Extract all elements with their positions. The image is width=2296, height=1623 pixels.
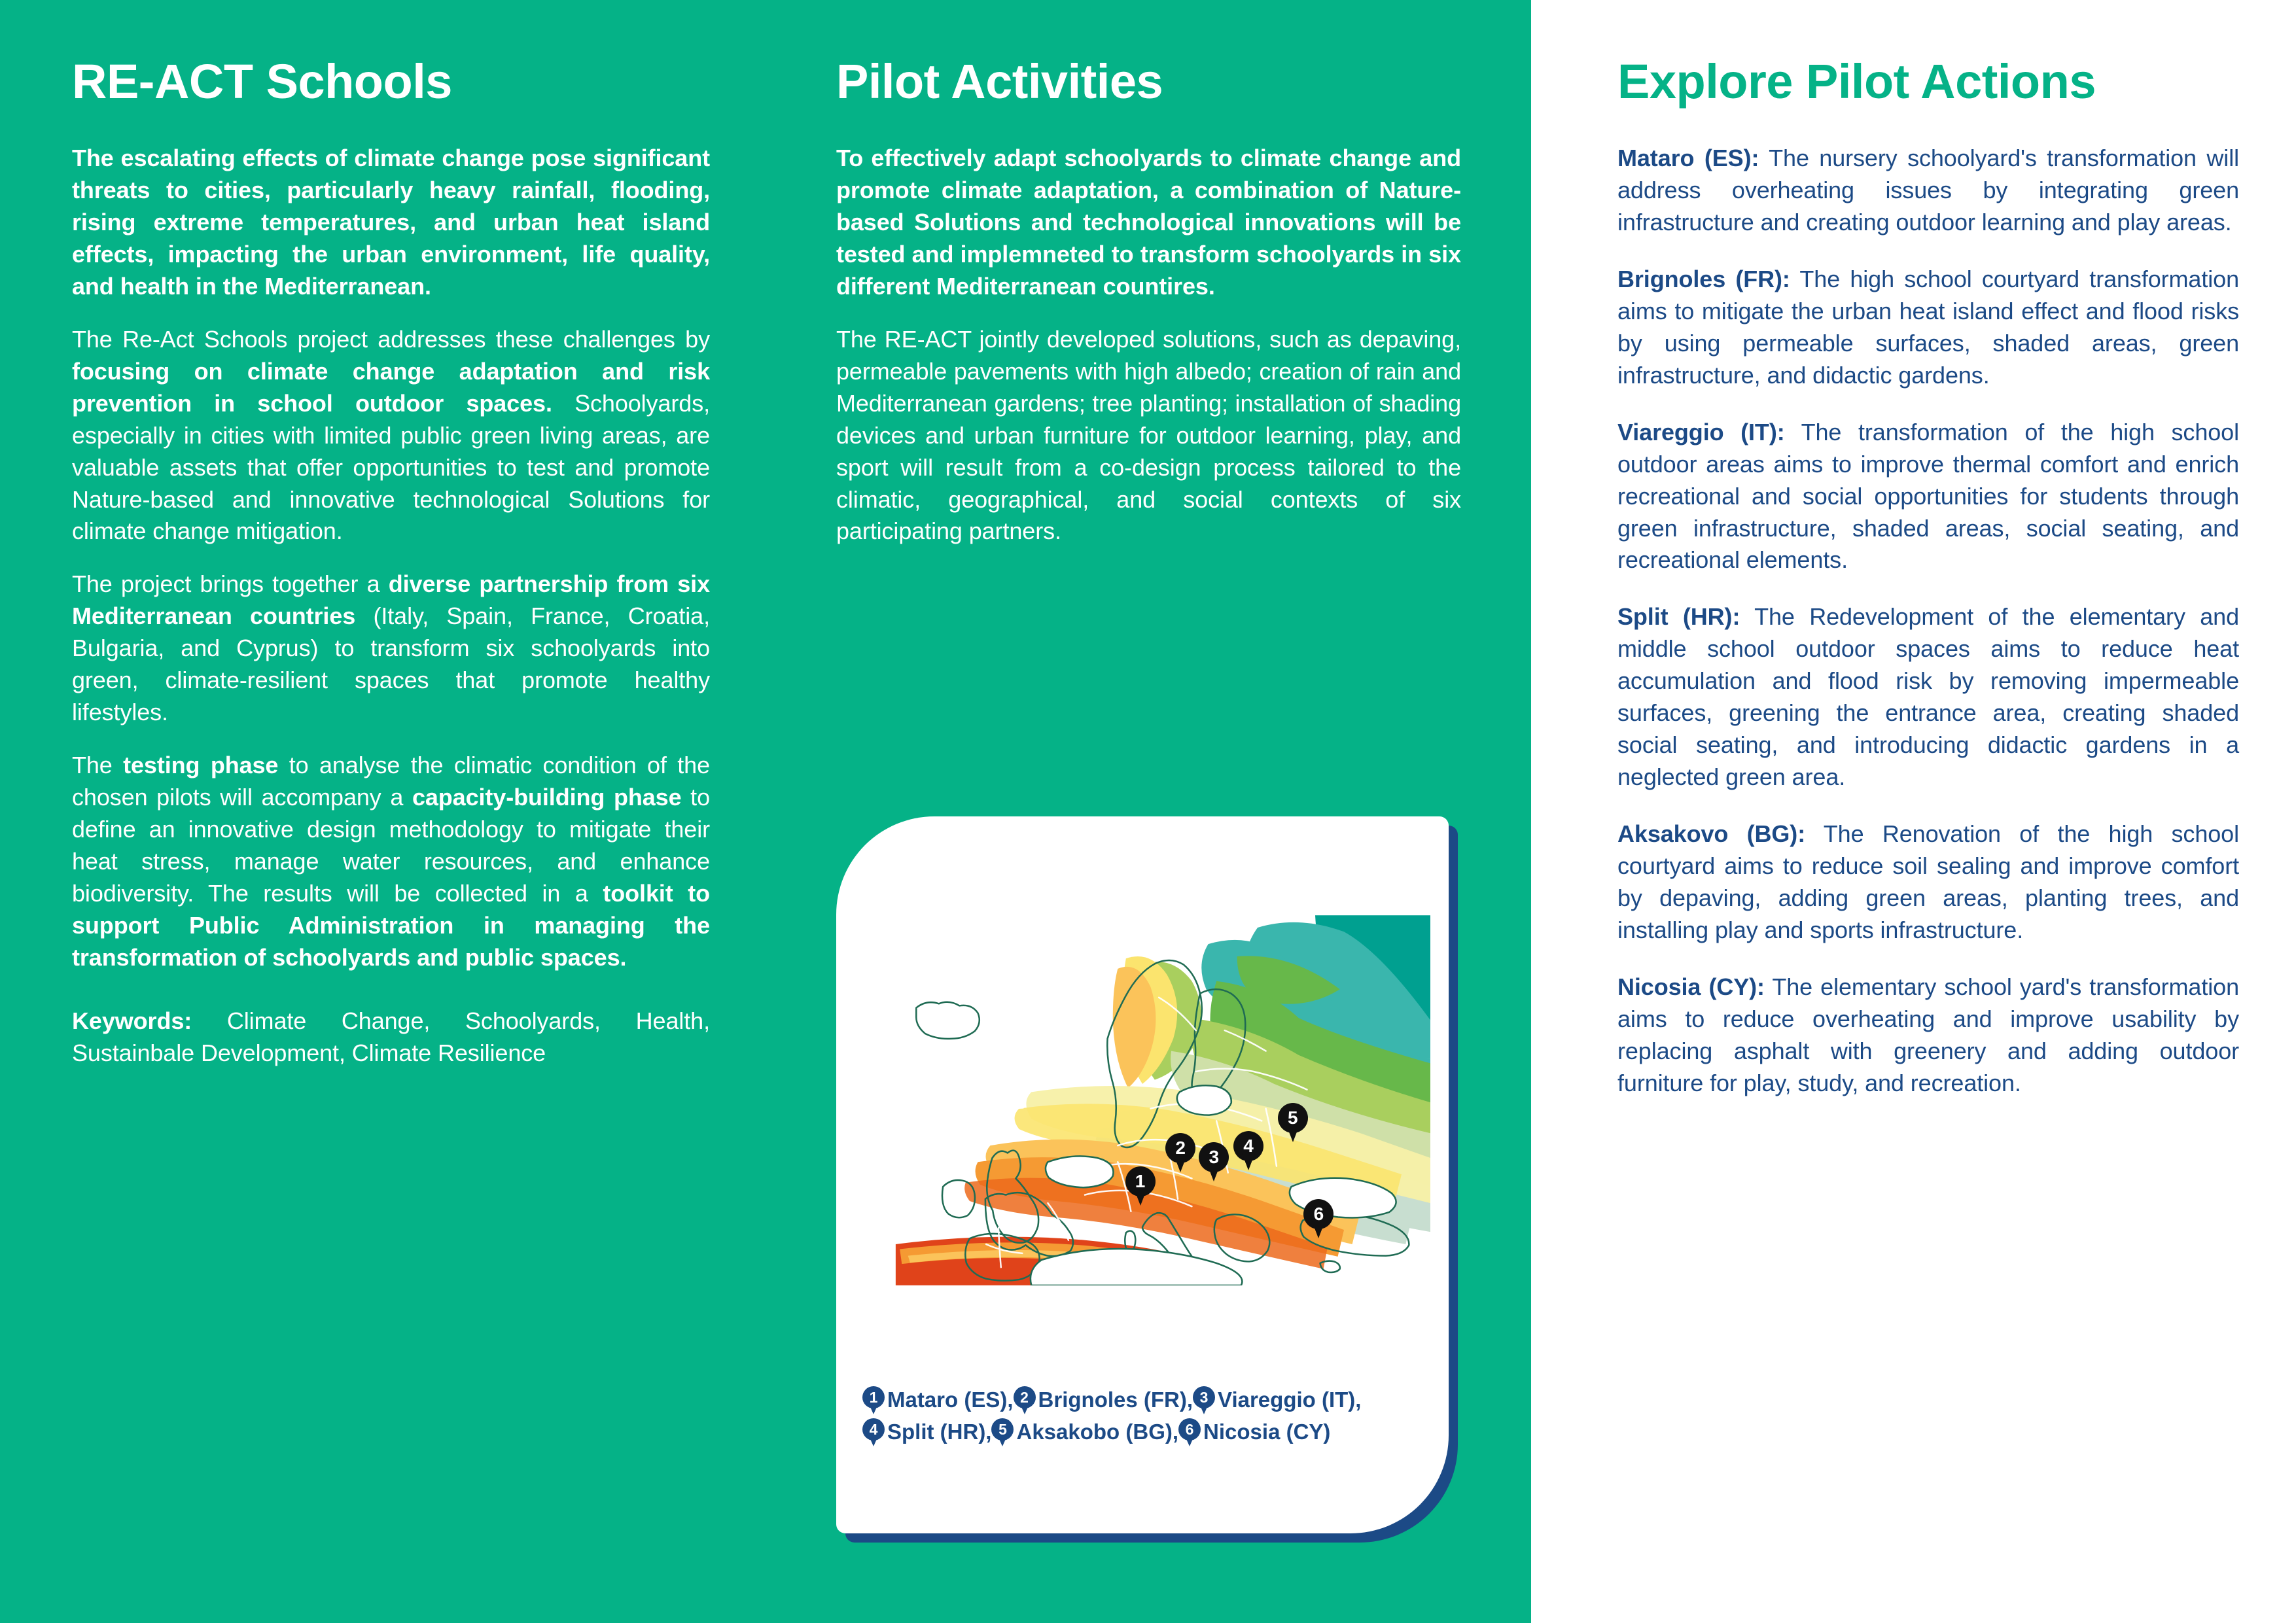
pilot-action-item-aksakovo: [1617, 818, 2239, 947]
pilot-action-item-brignoles: [1617, 264, 2239, 392]
col2-lead-paragraph: To effectively adapt schoolyards to climate change and promote climate adaptation, a combination of Nature-based Solutions and technological innovations will be tested and implemneted to transform schoolyards in six different Mediterranean countires.: [836, 145, 1461, 300]
legend-pin-icon-3: [1193, 1386, 1215, 1415]
pilot-action-text: The transformation of the high school outdoor areas aims to improve thermal comfort and enrich recreational and social opportunities for students through green infrastructure, shaded areas, social seating, and recreational elements.: [1617, 418, 2239, 574]
legend-label-4: Split (HR),: [887, 1419, 992, 1444]
pilot-action-text: The high school courtyard transformation aims to mitigate the urban heat island effect and flood risks by using permeable surfaces, shaded areas, green infrastructure, and didactic gardens.: [1617, 265, 2239, 389]
map-marker-number: 2: [1175, 1138, 1186, 1159]
pilot-action-label: Split (HR):: [1617, 603, 1740, 631]
col1-p3-part1: The project brings together a: [72, 570, 389, 598]
legend-label-5: Aksakobo (BG),: [1016, 1419, 1179, 1444]
col1-p4-part2: to analyse the climatic condition of the chosen pilots will accompany a: [72, 752, 710, 811]
legend-label-1: Mataro (ES),: [887, 1387, 1014, 1412]
col1-paragraph-2: [72, 324, 710, 548]
pilot-action-text: The elementary school yard's transformation aims to reduce overheating and improve usability by replacing asphalt with greenery and adding outdoor furniture for play, study, and recreation.: [1617, 973, 2239, 1096]
column-re-act-schools: [72, 54, 710, 1091]
pilot-action-label: Mataro (ES):: [1617, 145, 1759, 171]
map-marker-number: 6: [1313, 1204, 1324, 1225]
keywords-line: [72, 1005, 710, 1070]
map-marker-5[interactable]: [1278, 1103, 1308, 1143]
section-title-pilot-activities: Pilot Activities: [836, 54, 1163, 109]
legend-pin-icon-4: [862, 1418, 885, 1447]
legend-pin-icon-5: [991, 1418, 1014, 1447]
map-marker-number: 1: [1135, 1170, 1146, 1191]
keywords-value: Climate Change, Schoolyards, Health, Sustainbale Development, Climate Resilience: [72, 1007, 710, 1066]
col1-p2-bold1: focusing on climate change adaptation and risk prevention in school outdoor spaces.: [72, 357, 710, 417]
keywords-label: Keywords:: [72, 1007, 192, 1034]
legend-pin-icon-1: [862, 1386, 885, 1415]
pilot-action-label: Brignoles (FR):: [1617, 265, 1790, 292]
legend-pin-number: 1: [869, 1389, 878, 1406]
column-explore-pilot-actions: [1617, 54, 2239, 1125]
pilot-action-label: Nicosia (CY):: [1617, 973, 1765, 1000]
legend-pin-icon-6: [1178, 1418, 1201, 1447]
map-legend-line-1: [862, 1384, 1425, 1416]
legend-label-2: Brignoles (FR),: [1038, 1387, 1193, 1412]
col1-p4-part3: to define an innovative design methodology to mitigate their heat stress, manage water resources, and enhance biodiversity. The results will be collected in a: [72, 784, 710, 907]
col1-p3-part2: (Italy, Spain, France, Croatia, Bulgaria, and Cyprus) to transform six schoolyards into green, climate-resilient spaces that promote healthy lifestyles.: [72, 602, 710, 726]
section-title-explore-pilot-actions: Explore Pilot Actions: [1617, 54, 2096, 109]
map-card: [836, 816, 1458, 1543]
map-marker-number: 4: [1243, 1136, 1254, 1157]
map-graphic: [855, 826, 1430, 1375]
map-marker-1[interactable]: [1125, 1166, 1156, 1207]
map-marker-4[interactable]: [1233, 1131, 1263, 1172]
legend-pin-number: 5: [998, 1420, 1007, 1438]
column-pilot-activities: [836, 54, 1461, 568]
col1-p4-bold2: capacity-building phase: [412, 784, 682, 811]
map-marker-3[interactable]: [1199, 1142, 1229, 1183]
europe-climate-map: [855, 826, 1430, 1375]
legend-label-6: Nicosia (CY): [1203, 1419, 1331, 1444]
pilot-action-item-split: [1617, 601, 2239, 794]
pilot-action-text: The Redevelopment of the elementary and middle school outdoor spaces aims to reduce heat accumulation and flood risk by removing impermeable surfaces, greening the entrance area, creating shaded social seating, and introducing didactic gardens in a neglected green area.: [1617, 603, 2239, 791]
legend-label-3: Viareggio (IT),: [1218, 1387, 1362, 1412]
legend-pin-icon-2: [1014, 1386, 1036, 1415]
col1-p4-part1: The: [72, 752, 124, 779]
col1-paragraph-3: [72, 568, 710, 729]
page-title-re-act-schools: RE-ACT Schools: [72, 54, 452, 109]
legend-pin-number: 2: [1020, 1389, 1029, 1406]
col1-p4-bold1: testing phase: [123, 752, 279, 779]
legend-pin-number: 3: [1199, 1389, 1209, 1406]
pilot-action-text: The nursery schoolyard's transformation will address overheating issues by integrating green infrastructure and creating outdoor learning and play areas.: [1617, 145, 2239, 236]
col1-lead-paragraph: The escalating effects of climate change pose significant threats to cities, particularly heavy rainfall, flooding, rising extreme temperatures, and urban heat island effects, impacting the urban environment, life quality, and health in the Mediterranean.: [72, 145, 710, 300]
pilot-action-item-nicosia: [1617, 971, 2239, 1100]
col2-paragraph-2: The RE-ACT jointly developed solutions, such as depaving, permeable pavements with high albedo; creation of rain and Mediterranean gardens; tree planting; installation of shading devices and urban furniture for outdoor learning, play, and sport will result from a co-design process tailored to the climatic, geographical, and social contexts of six participating partners.: [836, 325, 1461, 545]
pilot-action-label: Viareggio (IT):: [1617, 418, 1785, 445]
map-legend: [862, 1384, 1425, 1448]
col1-p2-part2: Schoolyards, especially in cities with limited public green living areas, are valuable assets that offer opportunities to test and promote Nature-based and innovative technological Solutions for climate change mitigation.: [72, 389, 710, 545]
col1-p4-bold3: toolkit to support Public Administration in managing the transformation of schoolyards and public spaces.: [72, 880, 710, 971]
pilot-action-item-viareggio: [1617, 417, 2239, 577]
map-legend-line-2: [862, 1416, 1425, 1448]
legend-pin-number: 4: [869, 1420, 878, 1438]
map-marker-6[interactable]: [1303, 1199, 1333, 1240]
map-card-surface: [836, 816, 1449, 1533]
legend-pin-number: 6: [1185, 1420, 1194, 1438]
map-marker-number: 5: [1288, 1108, 1298, 1128]
map-marker-number: 3: [1209, 1146, 1220, 1167]
pilot-action-label: Aksakovo (BG):: [1617, 820, 1806, 848]
map-marker-2[interactable]: [1165, 1133, 1195, 1174]
col1-p2-part1: The Re-Act Schools project addresses these challenges by: [72, 325, 710, 353]
pilot-action-item-mataro: [1617, 143, 2239, 239]
col1-p3-bold1: diverse partnership from six Mediterranean countries: [72, 570, 710, 630]
col1-paragraph-4: [72, 750, 710, 974]
pilot-action-text: The Renovation of the high school courtyard aims to reduce soil sealing and improve comfort by depaving, adding green areas, planting trees, and installing play and sports infrastructure.: [1617, 820, 2239, 944]
